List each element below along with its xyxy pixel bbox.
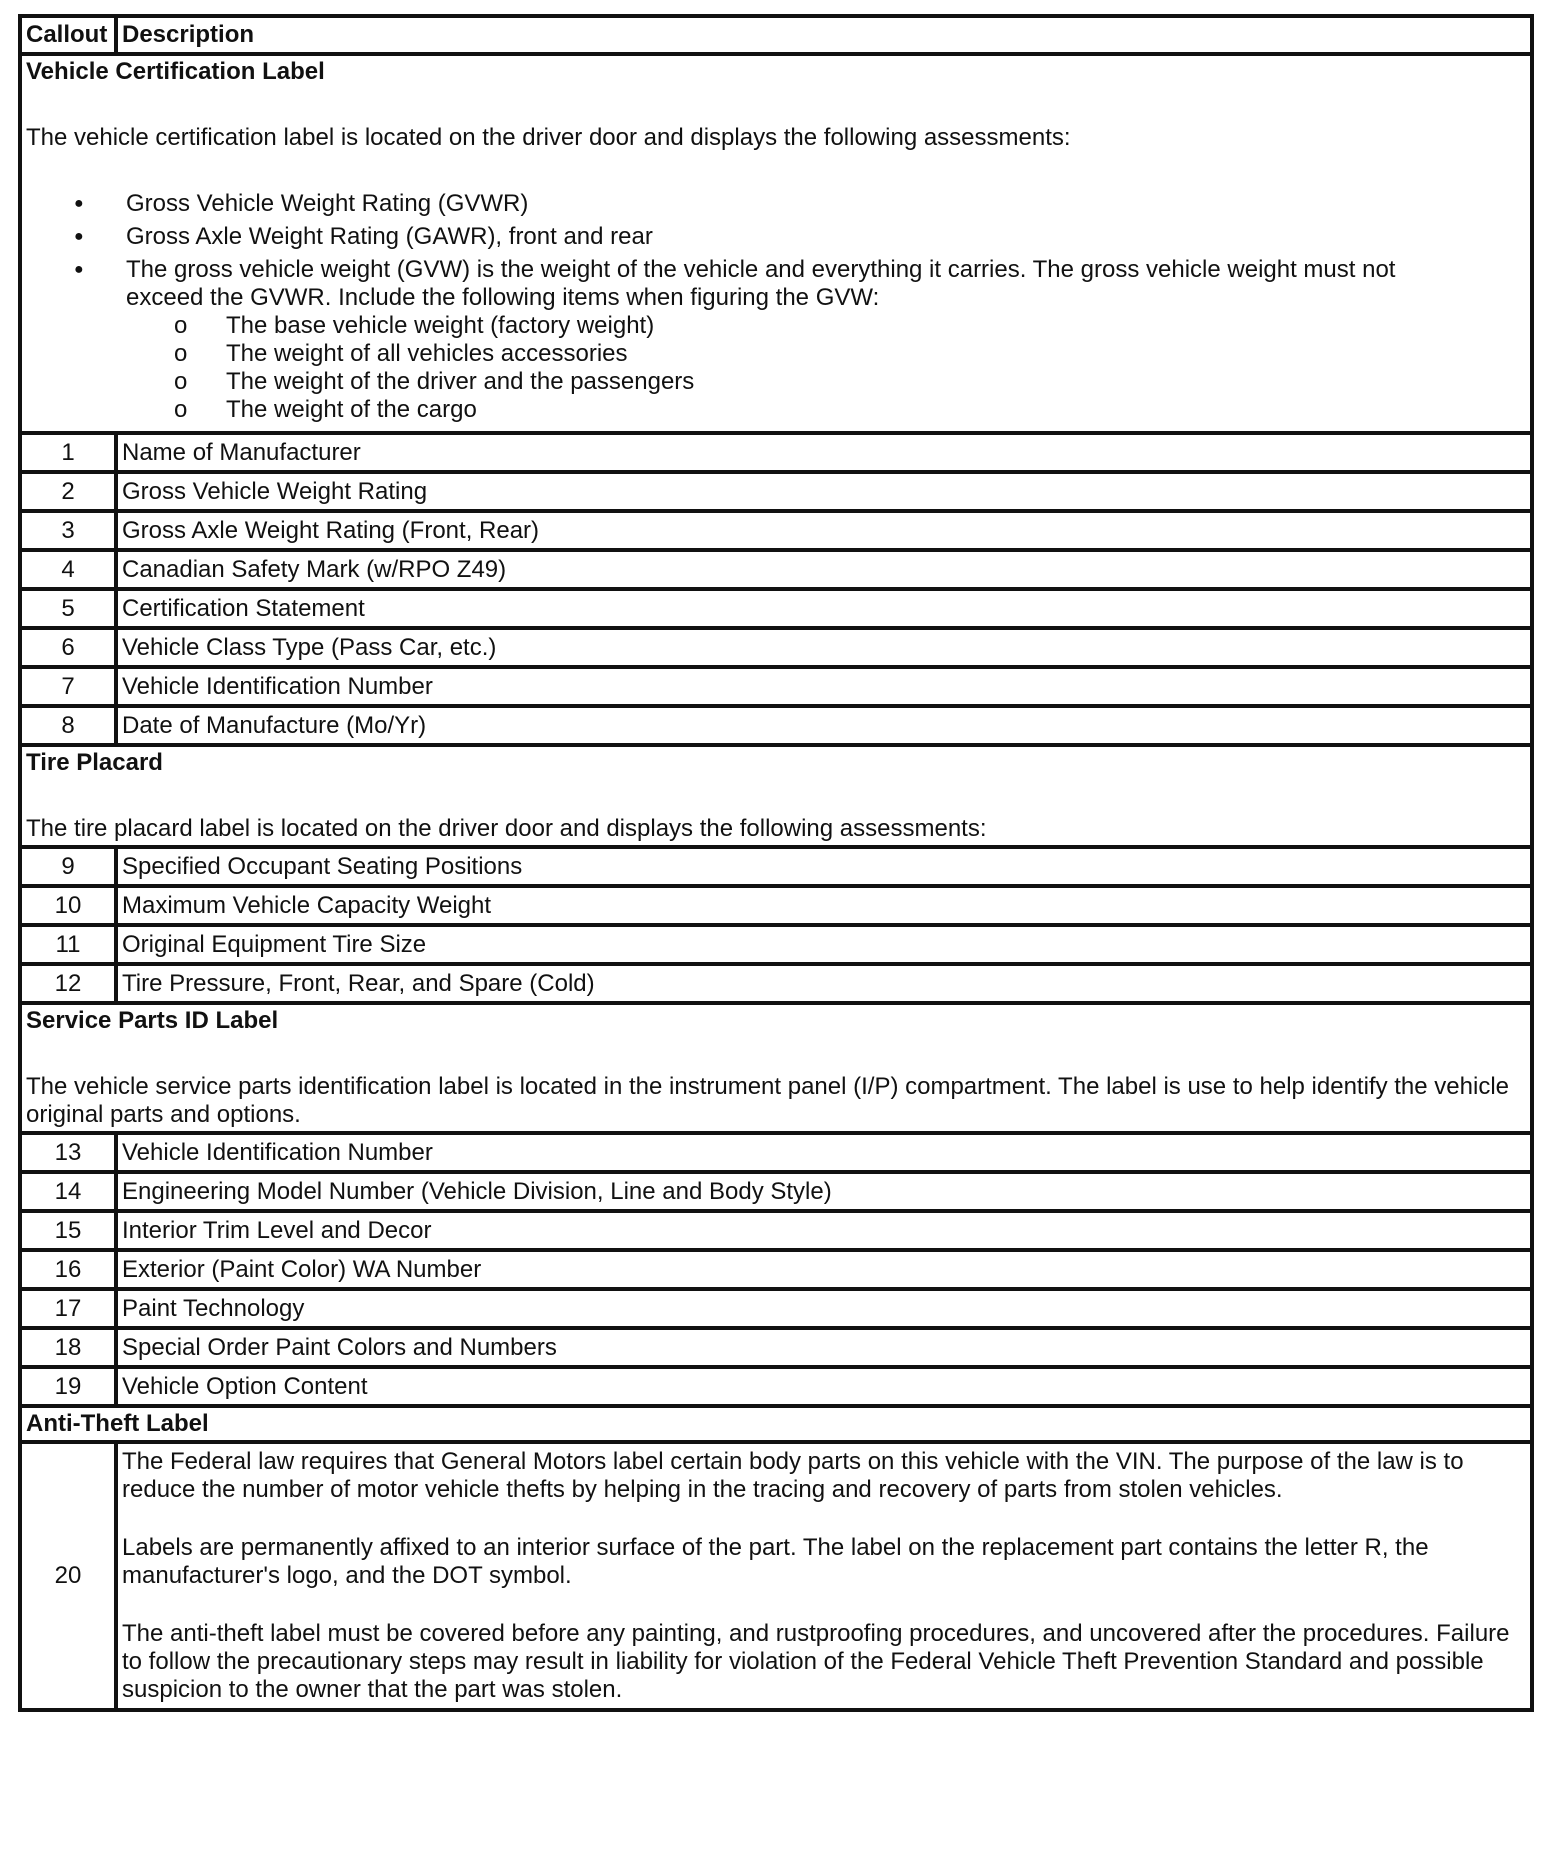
callout-number: 4 (20, 550, 116, 589)
callout-description: Vehicle Identification Number (116, 667, 1532, 706)
table-row (20, 1211, 1532, 1250)
section-title: Anti-Theft Label (26, 1410, 209, 1437)
table-row (20, 472, 1532, 511)
list-item-text: The gross vehicle weight (GVW) is the weight of the vehicle and everything it carries. The gross vehicle weight must not exceed the GVWR. Include the following items when figuring the GVW: (126, 256, 1396, 311)
callout-description (116, 1442, 1532, 1710)
table-row (20, 847, 1532, 886)
callout-description: Vehicle Class Type (Pass Car, etc.) (116, 628, 1532, 667)
table-row (20, 511, 1532, 550)
table-row (20, 925, 1532, 964)
description-header: Description (116, 16, 1532, 54)
table-row (20, 433, 1532, 472)
section-service-parts (20, 1003, 1532, 1133)
callout-number: 15 (20, 1211, 116, 1250)
callout-number: 2 (20, 472, 116, 511)
callout-number: 17 (20, 1289, 116, 1328)
callout-number: 12 (20, 964, 116, 1003)
section-anti-theft (20, 1406, 1532, 1442)
table-row (20, 964, 1532, 1003)
callout-description: Engineering Model Number (Vehicle Division, Line and Body Style) (116, 1172, 1532, 1211)
table-row (20, 667, 1532, 706)
sub-list-item: o The weight of all vehicles accessories (226, 340, 1466, 368)
callout-description: Exterior (Paint Color) WA Number (116, 1250, 1532, 1289)
callout-number: 14 (20, 1172, 116, 1211)
callout-description: Special Order Paint Colors and Numbers (116, 1328, 1532, 1367)
table-row (20, 550, 1532, 589)
table-row (20, 1133, 1532, 1172)
section-title: Service Parts ID Label (26, 1007, 279, 1034)
list-item: ● Gross Vehicle Weight Rating (GVWR) (126, 190, 1526, 218)
bullet-list (26, 190, 1526, 424)
paragraph: Labels are permanently affixed to an interior surface of the part. The label on the replacement part contains the letter R, the manufacturer's logo, and the DOT symbol. (122, 1534, 1429, 1589)
table-row (20, 1442, 1532, 1710)
callout-number: 18 (20, 1328, 116, 1367)
section-intro: The vehicle service parts identification label is located in the instrument panel (I/P) compartment. The label is use to help identify the vehicle original parts and options. (26, 1073, 1509, 1128)
callout-number: 8 (20, 706, 116, 745)
table-row (20, 706, 1532, 745)
callout-description: Vehicle Option Content (116, 1367, 1532, 1406)
callout-number: 3 (20, 511, 116, 550)
callout-number: 6 (20, 628, 116, 667)
callout-description: Canadian Safety Mark (w/RPO Z49) (116, 550, 1532, 589)
callout-number: 9 (20, 847, 116, 886)
callout-description: Gross Vehicle Weight Rating (116, 472, 1532, 511)
table-row (20, 1250, 1532, 1289)
paragraph: The anti-theft label must be covered before any painting, and rustproofing procedures, and uncovered after the procedures. Failure to follow the precautionary steps may result in liability for violation of the Federal Vehicle Theft Prevention Standard and possible suspicion to the owner that the part was stolen. (122, 1620, 1510, 1703)
callout-description: Specified Occupant Seating Positions (116, 847, 1532, 886)
section-title: Tire Placard (26, 749, 163, 776)
callout-number: 20 (20, 1442, 116, 1710)
table-row (20, 886, 1532, 925)
sub-list-item: o The base vehicle weight (factory weight) (226, 312, 1466, 340)
callout-number: 11 (20, 925, 116, 964)
callout-number: 10 (20, 886, 116, 925)
callout-number: 5 (20, 589, 116, 628)
callout-description: Gross Axle Weight Rating (Front, Rear) (116, 511, 1532, 550)
section-tire-placard (20, 745, 1532, 847)
table-row (20, 628, 1532, 667)
section-intro: The tire placard label is located on the driver door and displays the following assessments: (26, 815, 987, 842)
callout-table (18, 14, 1534, 1712)
list-item (126, 256, 1526, 424)
sub-list-item: o The weight of the cargo (226, 396, 1466, 424)
sub-bullet-list (126, 312, 1466, 424)
callout-header: Callout (20, 16, 116, 54)
section-title: Vehicle Certification Label (26, 58, 325, 85)
callout-number: 19 (20, 1367, 116, 1406)
callout-number: 7 (20, 667, 116, 706)
sub-list-item: o The weight of the driver and the passengers (226, 368, 1466, 396)
callout-description: Date of Manufacture (Mo/Yr) (116, 706, 1532, 745)
callout-description: Maximum Vehicle Capacity Weight (116, 886, 1532, 925)
callout-description: Interior Trim Level and Decor (116, 1211, 1532, 1250)
table-row (20, 1328, 1532, 1367)
callout-number: 16 (20, 1250, 116, 1289)
section-vehicle-certification (20, 54, 1532, 433)
table-row (20, 1289, 1532, 1328)
callout-description: Certification Statement (116, 589, 1532, 628)
callout-description: Vehicle Identification Number (116, 1133, 1532, 1172)
table-row (20, 1367, 1532, 1406)
list-item: ● Gross Axle Weight Rating (GAWR), front and rear (126, 223, 1526, 251)
callout-number: 1 (20, 433, 116, 472)
document (18, 14, 1530, 1712)
paragraph: The Federal law requires that General Motors label certain body parts on this vehicle with the VIN. The purpose of the law is to reduce the number of motor vehicle thefts by helping in the tracing and recovery of parts from stolen vehicles. (122, 1448, 1464, 1503)
callout-description: Name of Manufacturer (116, 433, 1532, 472)
callout-description: Paint Technology (116, 1289, 1532, 1328)
section-intro: The vehicle certification label is located on the driver door and displays the following assessments: (26, 124, 1071, 151)
callout-description: Tire Pressure, Front, Rear, and Spare (Cold) (116, 964, 1532, 1003)
table-row (20, 1172, 1532, 1211)
table-row (20, 589, 1532, 628)
callout-description: Original Equipment Tire Size (116, 925, 1532, 964)
callout-number: 13 (20, 1133, 116, 1172)
table-header-row (20, 16, 1532, 54)
